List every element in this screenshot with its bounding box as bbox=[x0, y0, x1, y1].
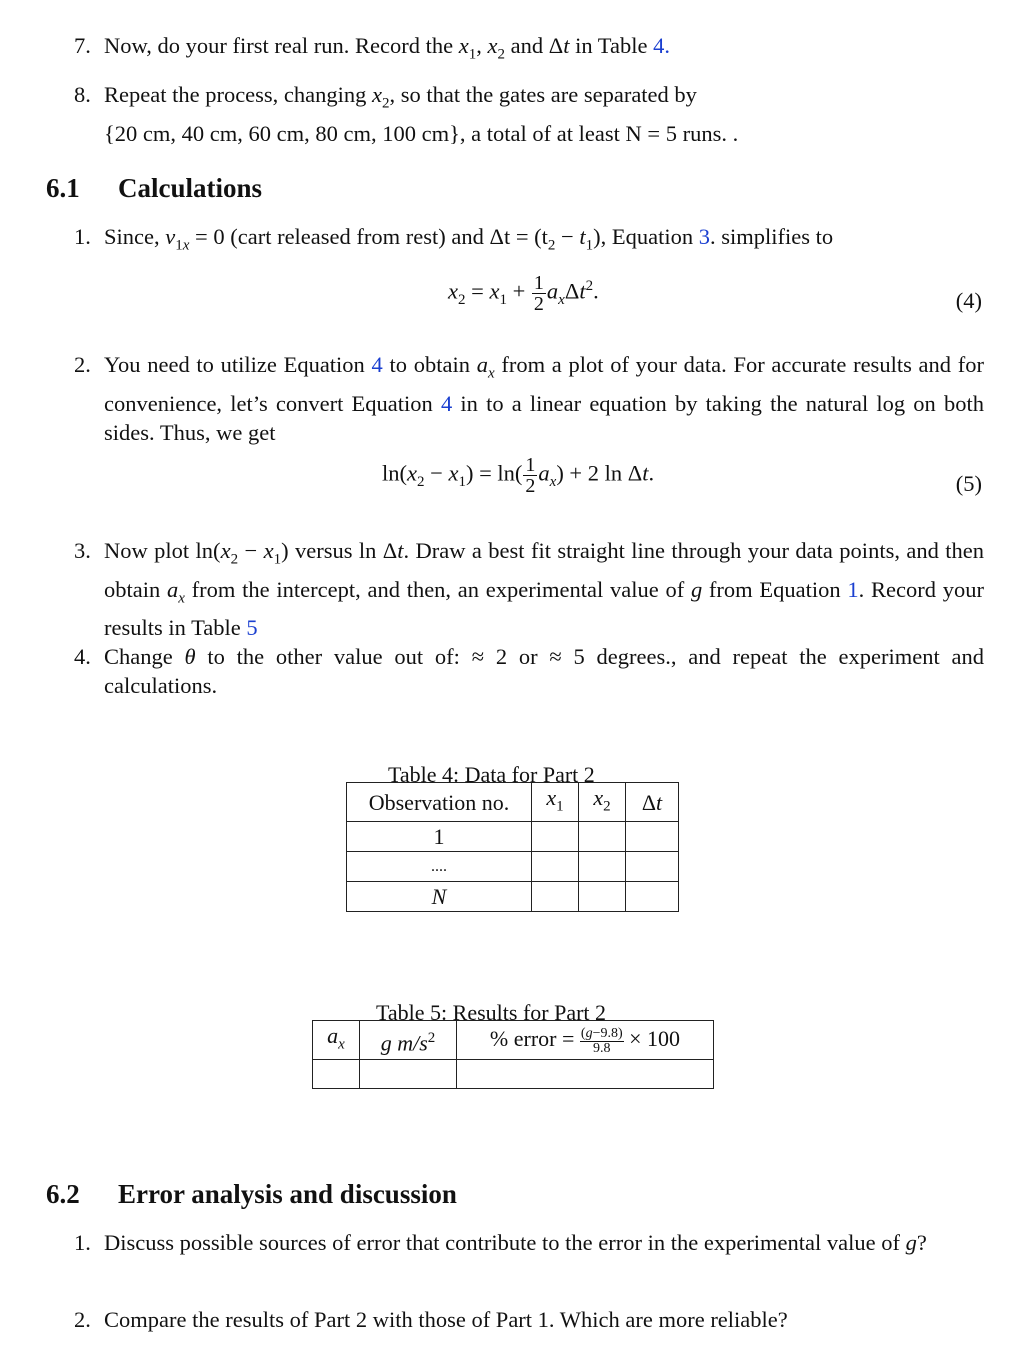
equation-5: $\ln(x_2 - x_1) = \ln$( $\frac{1}{2}$ $a_x) + 2$ ln Δt. bbox=[382, 454, 655, 497]
table-header: $x_2$ bbox=[579, 783, 626, 822]
equation-number: (5) bbox=[955, 471, 982, 496]
table-header: Observation no. bbox=[347, 783, 532, 822]
table-header: % error = $\frac{(g-9.8)}{9.8}$ × 100 bbox=[457, 1021, 714, 1060]
table-5 bbox=[312, 1020, 714, 1089]
step-7 bbox=[74, 31, 984, 70]
table-4-caption: Table 4: Data for Part 2 bbox=[388, 762, 595, 787]
step-number: 8. bbox=[74, 82, 91, 107]
step-8 bbox=[74, 80, 984, 148]
error-step-2: 2. Compare the results of Part 2 with those of Part 1. Which are more reliable? bbox=[74, 1307, 788, 1332]
table-header: $a_x$ bbox=[313, 1021, 360, 1060]
section-heading-calculations: 6.1 Calculations bbox=[46, 173, 263, 203]
error-step-1: 1. Discuss possible sources of error that contribute to the error in the experimental value of g? bbox=[74, 1230, 927, 1255]
calc-step-4: 4. Change θ to the other value out of: ≈ 2 or ≈ 5 degrees., and repeat the experiment and calculations. bbox=[74, 644, 984, 698]
step-text: Repeat the process, changing $x_2$, so that the gates are separated by {20 cm, 40 cm, 60 cm, 80 cm, 100 cm}, a total of at least N = 5 runs. . bbox=[104, 82, 739, 146]
table-4 bbox=[346, 782, 679, 912]
table-header: g $m/s^2$ bbox=[360, 1021, 457, 1060]
equation-ref[interactable]: 3 bbox=[698, 224, 710, 249]
section-heading-error-analysis: 6.2 Error analysis and discussion bbox=[46, 1179, 457, 1209]
step-number: 7. bbox=[74, 33, 91, 58]
table-ref[interactable]: 4 bbox=[653, 33, 665, 58]
table-header: Δt bbox=[626, 783, 679, 822]
step-text: Now, do your first real run. Record the $x_1$, $x_2$ and Δt in Table 4. bbox=[104, 33, 670, 63]
equation-number: (4) bbox=[955, 288, 982, 313]
equation-4: $x_2 = x_1$ + $\frac{1}{2}$ $a_x\Delta t^2$. bbox=[448, 271, 599, 315]
table-cell: N bbox=[347, 882, 532, 912]
table-header: $x_1$ bbox=[532, 783, 579, 822]
calc-step-2: 2. You need to utilize Equation 4 to obtain $a_x$ from a plot of your data. For accurate results and for convenience, let’s convert Equation 4 in to a linear equation by taking the natural log on both sides. Thus, we get bbox=[74, 352, 984, 445]
calc-step-1: 1. Since, $v_{1x} = 0$ (cart released from rest) and $\Delta t = (t_2 - t_1)$, Equation 3. simplifies to bbox=[74, 224, 834, 254]
table-cell: .... bbox=[347, 852, 532, 882]
gate-separation-set: {20 cm, 40 cm, 60 cm, 80 cm, 100 cm} bbox=[104, 120, 460, 146]
table-cell: 1 bbox=[347, 822, 532, 852]
table-5-caption: Table 5: Results for Part 2 bbox=[376, 1000, 607, 1025]
calc-step-3: 3. Now plot $\ln(x_2 - x_1)$ versus ln Δt. Draw a best fit straight line through your data points, and then obtain $a_x$ from the intercept, and then, an experimental value of g from Equation 1. Record your results in Table 5 bbox=[74, 538, 984, 640]
